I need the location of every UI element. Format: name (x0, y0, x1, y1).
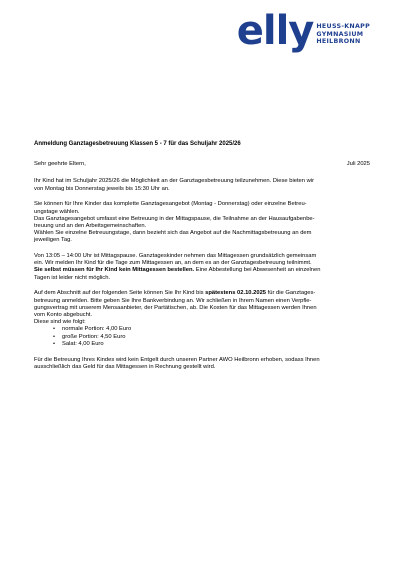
text-line: Von 13:05 – 14:00 Uhr ist Mittagspause. Ganztageskinder nehmen das Mittagessen grundsätzlich gemeinsam (34, 253, 317, 260)
logo-wordmark: elly (236, 8, 314, 54)
price-list (34, 326, 370, 348)
text-fragment: für die Ganztages- (266, 290, 316, 297)
paragraph-intro (34, 178, 370, 192)
deadline: spätestens 02.10.2025 (205, 290, 267, 297)
letter-date: Juli 2025 (346, 161, 370, 168)
text-line: treuung und an den Arbeitsgemeinschaften. (34, 222, 147, 229)
text-line (34, 267, 370, 274)
paragraph-fees (34, 357, 370, 371)
text-line: vom Konto abgebucht. (34, 311, 93, 318)
paragraph-registration (34, 290, 370, 326)
text-line: Ihr Kind hat im Schuljahr 2025/26 die Möglichkeit an der Ganztagesbetreuung teilzunehmen. Diese bieten wir (34, 178, 315, 185)
list-item: • normale Portion: 4,00 Euro (62, 326, 370, 333)
logo-school-line: GYMNASIUM (316, 30, 364, 38)
bold-notice: Sie selbst müssen für Ihr Kind kein Mittagessen bestellen. (34, 267, 195, 274)
text-line (34, 290, 370, 297)
text-line: gungsvertrag mit unserem Mensaanbieter, der Partätischen, ab. Die Kosten für das Mittagessen werden Ihnen (34, 304, 317, 311)
logo-school-line: HEILBRONN (316, 38, 361, 46)
text-fragment: Auf dem Abschnitt auf der folgenden Seite können Sie Ihr Kind bis (34, 290, 206, 297)
greeting: Sehr geehrte Eltern, (34, 161, 86, 168)
text-fragment: Eine Abbestellung bei Abwesenheit an einzelnen (194, 267, 321, 274)
text-line: Das Ganztagesangebot umfasst eine Betreuung in der Mittagspause, die Teilnahme an der Hausaufgabenbe- (34, 215, 315, 222)
text-line: von Montag bis Donnerstag jeweils bis 15:30 Uhr an. (34, 185, 170, 192)
paragraph-offer (34, 201, 370, 244)
list-item: • Salat: 4,00 Euro (62, 341, 370, 348)
list-item: • große Portion: 4,50 Euro (62, 334, 370, 341)
paragraph-lunch (34, 253, 370, 282)
text-line: Für die Betreuung Ihres Kindes wird kein Entgelt durch unseren Partner AWO Heilbronn erhoben, sodass Ihnen (34, 356, 320, 363)
letter-body (34, 141, 370, 380)
text-line: Tagen ist leider nicht möglich. (34, 274, 111, 281)
text-line: Diese sind wie folgt: (34, 319, 86, 326)
greeting-row (34, 161, 370, 168)
text-line: betreuung anmelden. Bitte geben Sie Ihre Bankverbindung an. Wir schließen in Ihrem Namen einen Verpfle- (34, 297, 312, 304)
text-line: ausschließlich das Geld für das Mittagessen in Rechnung gestellt wird. (34, 364, 216, 371)
logo-school-line: HEUSS-KNAPP (316, 23, 370, 31)
school-logo (236, 8, 370, 54)
text-line: Sie können für Ihre Kinder das komplette Ganztagesangebot (Montag - Donnerstag) oder einzelne Betreu- (34, 201, 307, 208)
logo-school-name (316, 23, 370, 48)
letter-title: Anmeldung Ganztagesbetreuung Klassen 5 - 7 für das Schuljahr 2025/26 (34, 141, 241, 147)
text-line: ein. Wir melden Ihr Kind für die Tage zum Mittagessen an, an dem es an der Ganztagesbetreuung teilnimmt. (34, 260, 312, 267)
text-line: Wählen Sie einzelne Betreuungstage, dann bezieht sich das Angebot auf die Nachmittagsbetreuung an dem (34, 230, 312, 237)
text-line: ungstage wählen. (34, 208, 80, 215)
text-line: jeweiligen Tag. (34, 237, 72, 244)
